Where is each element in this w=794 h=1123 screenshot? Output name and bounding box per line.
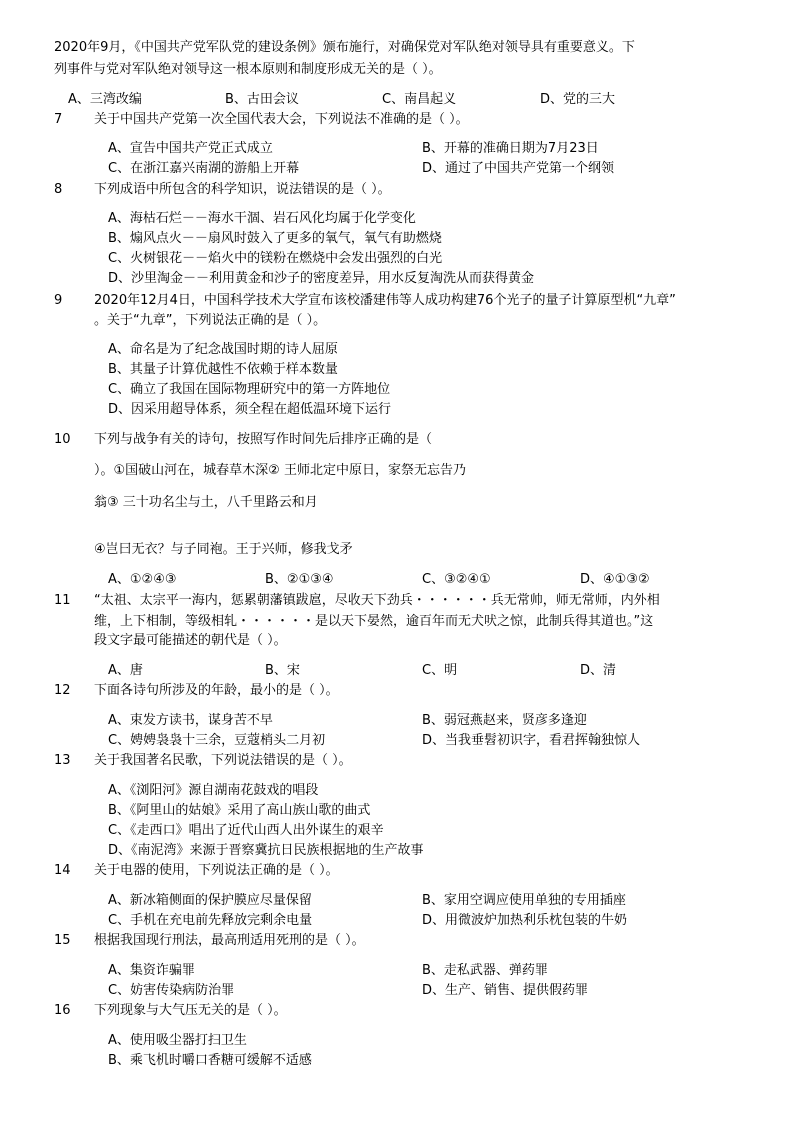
question-12-option-c: C、娉娉袅袅十三余，豆蔻梢头二月初 xyxy=(108,733,326,748)
question-14-option-a: A、新冰箱侧面的保护膜应尽量保留 xyxy=(108,893,312,908)
question-11-number: 11 xyxy=(54,593,71,608)
question-9-option-a: A、命名是为了纪念战国时期的诗人屈原 xyxy=(108,342,338,357)
question-9-option-d: D、因采用超导体系，须全程在超低温环境下运行 xyxy=(108,402,392,417)
question-9-stem-line-2: 。关于“九章”，下列说法正确的是（ ）。 xyxy=(94,313,327,328)
question-11-stem-line-1: “太祖、太宗平一海内，惩累朝藩镇跋扈，尽收天下劲兵・・・・・・兵无常帅，师无常师，内外相 xyxy=(94,593,660,608)
question-14-stem: 关于电器的使用，下列说法正确的是（ ）。 xyxy=(94,863,339,878)
question-10-stem-line-4: ④岂曰无衣？与子同袍。王于兴师，修我戈矛 xyxy=(94,542,353,557)
question-14-number: 14 xyxy=(54,863,71,878)
question-6-option-b: B、古田会议 xyxy=(225,92,299,107)
question-10-number: 10 xyxy=(54,432,71,447)
question-15-option-b: B、走私武器、弹药罪 xyxy=(422,963,548,978)
question-12-option-b: B、弱冠燕赵来，贤彦多逢迎 xyxy=(422,713,587,728)
question-16-option-b: B、乘飞机时嚼口香糖可缓解不适感 xyxy=(108,1053,312,1068)
question-10-stem-line-3: 翁③ 三十功名尘与土，八千里路云和月 xyxy=(94,495,318,510)
question-14-option-c: C、手机在充电前先释放完剩余电量 xyxy=(108,913,313,928)
question-8-option-a: A、海枯石烂－－海水干涸、岩石风化均属于化学变化 xyxy=(108,211,416,226)
question-13-option-c: C、《走西口》唱出了近代山西人出外谋生的艰辛 xyxy=(108,823,384,838)
question-9-option-c: C、确立了我国在国际物理研究中的第一方阵地位 xyxy=(108,382,391,397)
question-12-stem: 下面各诗句所涉及的年龄，最小的是（ ）。 xyxy=(94,683,339,698)
question-8-option-d: D、沙里淘金－－利用黄金和沙子的密度差异，用水反复淘洗从而获得黄金 xyxy=(108,271,535,286)
question-15-option-c: C、妨害传染病防治罪 xyxy=(108,983,235,998)
question-11-option-d: D、清 xyxy=(580,663,617,678)
question-10-option-d: D、④①③② xyxy=(580,572,650,587)
question-7-number: 7 xyxy=(54,112,63,127)
question-11-stem-line-2: 维，上下相制，等级相轧・・・・・・是以天下晏然，逾百年而无犬吠之惊，此制兵得其道也。”这 xyxy=(94,614,654,629)
question-15-option-d: D、生产、销售、提供假药罪 xyxy=(422,983,589,998)
question-9-option-b: B、其量子计算优越性不依赖于样本数量 xyxy=(108,362,338,377)
question-11-stem-line-3: 段文字最可能描述的朝代是（ ）。 xyxy=(94,633,287,648)
question-6-option-a: A、三湾改编 xyxy=(68,92,142,107)
question-13-stem: 关于我国著名民歌，下列说法错误的是（ ）。 xyxy=(94,753,352,768)
question-9-stem-line-1: 2020年12月4日，中国科学技术大学宣布该校潘建伟等人成功构建76个光子的量子计算原型机“九章” xyxy=(94,293,676,308)
question-13-option-a: A、《浏阳河》源自湖南花鼓戏的唱段 xyxy=(108,783,319,798)
question-8-number: 8 xyxy=(54,182,63,197)
question-8-option-c: C、火树银花－－焰火中的镁粉在燃烧中会发出强烈的白光 xyxy=(108,251,443,266)
question-7-option-a: A、宣告中国共产党正式成立 xyxy=(108,141,273,156)
question-12-option-a: A、束发方读书，谋身苦不早 xyxy=(108,713,273,728)
question-16-number: 16 xyxy=(54,1003,71,1018)
question-6-stem-line-2: 列事件与党对军队绝对领导这一根本原则和制度形成无关的是（ ）。 xyxy=(54,62,442,77)
question-10-stem-line-2: ）。①国破山河在，城春草木深② 王师北定中原日，家祭无忘告乃 xyxy=(94,463,466,478)
question-6-stem-line-1: 2020年9月，《中国共产党军队党的建设条例》颁布施行，对确保党对军队绝对领导具有重要意义。下 xyxy=(54,40,635,55)
question-7-stem: 关于中国共产党第一次全国代表大会，下列说法不准确的是（ ）。 xyxy=(94,112,469,127)
question-14-option-d: D、用微波炉加热利乐枕包装的牛奶 xyxy=(422,913,628,928)
question-8-stem: 下列成语中所包含的科学知识，说法错误的是（ ）。 xyxy=(94,182,391,197)
question-7-option-c: C、在浙江嘉兴南湖的游船上开幕 xyxy=(108,161,300,176)
question-13-number: 13 xyxy=(54,753,71,768)
question-10-option-a: A、①②④③ xyxy=(108,572,177,587)
question-11-option-b: B、宋 xyxy=(265,663,300,678)
question-6-option-c: C、南昌起义 xyxy=(382,92,457,107)
question-15-stem: 根据我国现行刑法，最高刑适用死刑的是（ ）。 xyxy=(94,933,365,948)
question-8-option-b: B、煽风点火－－扇风时鼓入了更多的氧气，氧气有助燃烧 xyxy=(108,231,442,246)
question-7-option-b: B、开幕的准确日期为7月23日 xyxy=(422,141,599,156)
question-12-option-d: D、当我垂髫初识字，看君挥翰独惊人 xyxy=(422,733,641,748)
question-15-number: 15 xyxy=(54,933,71,948)
question-6-option-d: D、党的三大 xyxy=(540,92,616,107)
question-15-option-a: A、集资诈骗罪 xyxy=(108,963,195,978)
question-9-number: 9 xyxy=(54,293,63,308)
question-11-option-c: C、明 xyxy=(422,663,458,678)
question-11-option-a: A、唐 xyxy=(108,663,143,678)
question-10-option-b: B、②①③④ xyxy=(265,572,334,587)
question-10-stem-line-1: 下列与战争有关的诗句，按照写作时间先后排序正确的是（ xyxy=(94,432,433,447)
question-7-option-d: D、通过了中国共产党第一个纲领 xyxy=(422,161,615,176)
question-14-option-b: B、家用空调应使用单独的专用插座 xyxy=(422,893,626,908)
question-16-stem: 下列现象与大气压无关的是（ ）。 xyxy=(94,1003,287,1018)
question-13-option-d: D、《南泥湾》来源于晋察冀抗日民族根据地的生产故事 xyxy=(108,843,424,858)
question-16-option-a: A、使用吸尘器打扫卫生 xyxy=(108,1033,247,1048)
question-13-option-b: B、《阿里山的姑娘》采用了高山族山歌的曲式 xyxy=(108,803,371,818)
question-12-number: 12 xyxy=(54,683,71,698)
question-10-option-c: C、③②④① xyxy=(422,572,491,587)
